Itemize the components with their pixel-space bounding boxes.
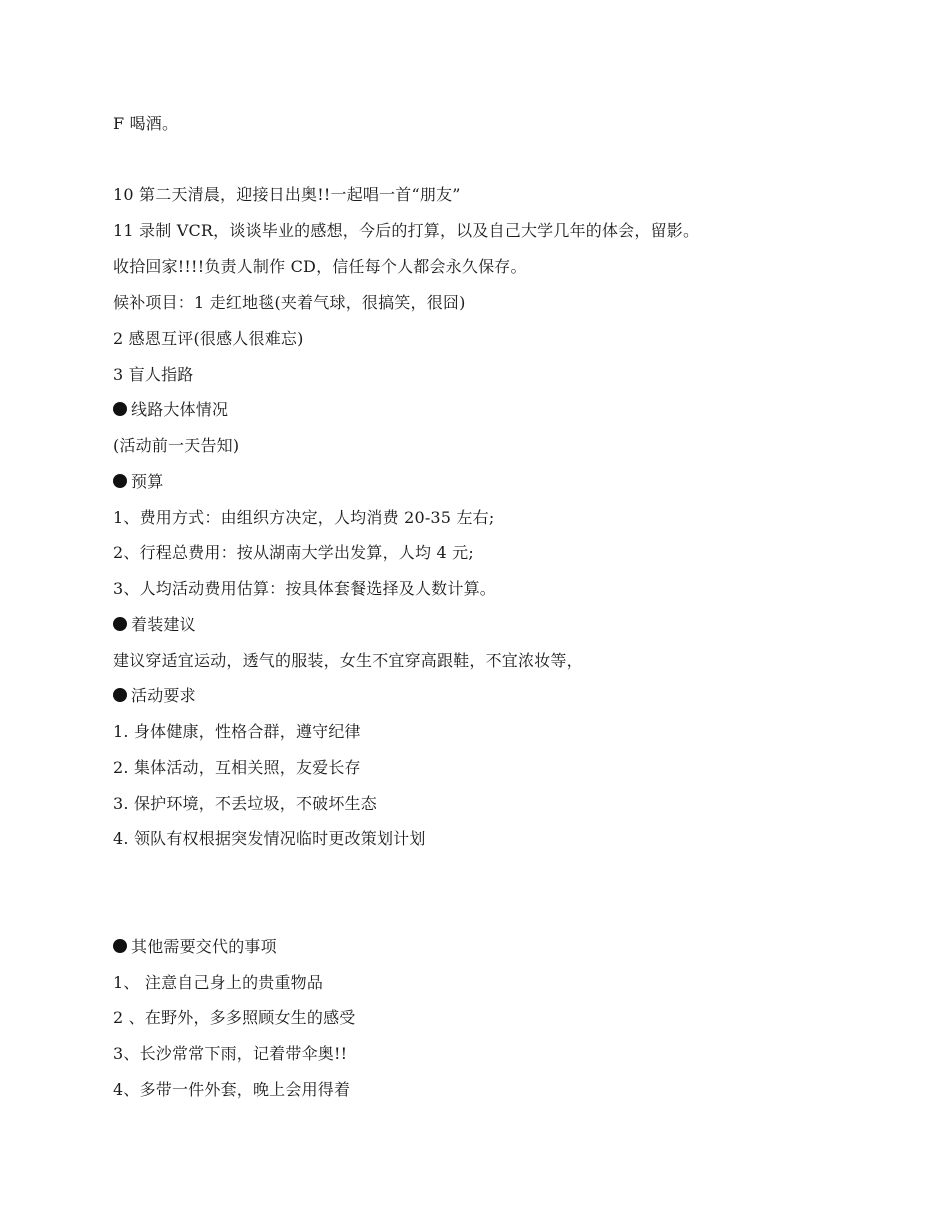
section-heading-budget-text: 预算 <box>131 472 164 491</box>
bullet-icon <box>113 402 127 416</box>
text-line-budget-1: 1、费用方式：由组织方决定，人均消费 20-35 左右; <box>113 508 495 527</box>
text-line-dress: 建议穿适宜运动，透气的服装，女生不宜穿高跟鞋，不宜浓妆等， <box>113 651 583 670</box>
text-line-requirement-1: 1. 身体健康，性格合群，遵守纪律 <box>113 722 361 741</box>
text-line-backup-items: 候补项目：1 走红地毯(夹着气球，很搞笑，很囧) <box>113 293 466 312</box>
text-line-backup-3: 3 盲人指路 <box>113 365 194 384</box>
text-line-vcr: 11 录制 VCR，谈谈毕业的感想，今后的打算，以及自己大学几年的体会，留影。 <box>113 221 700 240</box>
text-line-budget-2: 2、行程总费用：按从湖南大学出发算，人均 4 元; <box>113 543 474 562</box>
section-heading-other <box>113 936 277 958</box>
text-line-budget-3: 3、人均活动费用估算：按具体套餐选择及人数计算。 <box>113 579 496 598</box>
text-line-other-3: 3、长沙常常下雨，记着带伞奥!! <box>113 1044 348 1063</box>
text-line-go-home: 收拾回家!!!!负责人制作 CD，信任每个人都会永久保存。 <box>113 257 527 276</box>
text-line-other-4: 4、多带一件外套，晚上会用得着 <box>113 1080 351 1099</box>
text-line-requirement-4: 4. 领队有权根据突发情况临时更改策划计划 <box>113 829 426 848</box>
text-line-other-2: 2 、在野外，多多照顾女生的感受 <box>113 1008 356 1027</box>
text-line-backup-2: 2 感恩互评(很感人很难忘) <box>113 329 304 348</box>
text-line-requirement-3: 3. 保护环境，不丢垃圾，不破坏生态 <box>113 794 377 813</box>
section-heading-requirements-text: 活动要求 <box>131 686 196 705</box>
bullet-icon <box>113 939 127 953</box>
section-heading-budget <box>113 471 163 493</box>
section-heading-requirements <box>113 685 196 707</box>
text-line-sunrise: 10 第二天清晨，迎接日出奥!!一起唱一首“朋友” <box>113 185 461 204</box>
text-line-requirement-2: 2. 集体活动，互相关照，友爱长存 <box>113 758 361 777</box>
text-line-other-1: 1、 注意自己身上的贵重物品 <box>113 973 324 992</box>
section-heading-dress <box>113 614 196 636</box>
text-line-route-note: (活动前一天告知) <box>113 436 240 455</box>
section-heading-route-text: 线路大体情况 <box>131 400 229 419</box>
section-heading-route <box>113 399 228 421</box>
section-heading-dress-text: 着装建议 <box>131 615 196 634</box>
text-line-drinking: F 喝酒。 <box>113 114 179 133</box>
bullet-icon <box>113 617 127 631</box>
bullet-icon <box>113 474 127 488</box>
bullet-icon <box>113 688 127 702</box>
section-heading-other-text: 其他需要交代的事项 <box>131 937 277 956</box>
